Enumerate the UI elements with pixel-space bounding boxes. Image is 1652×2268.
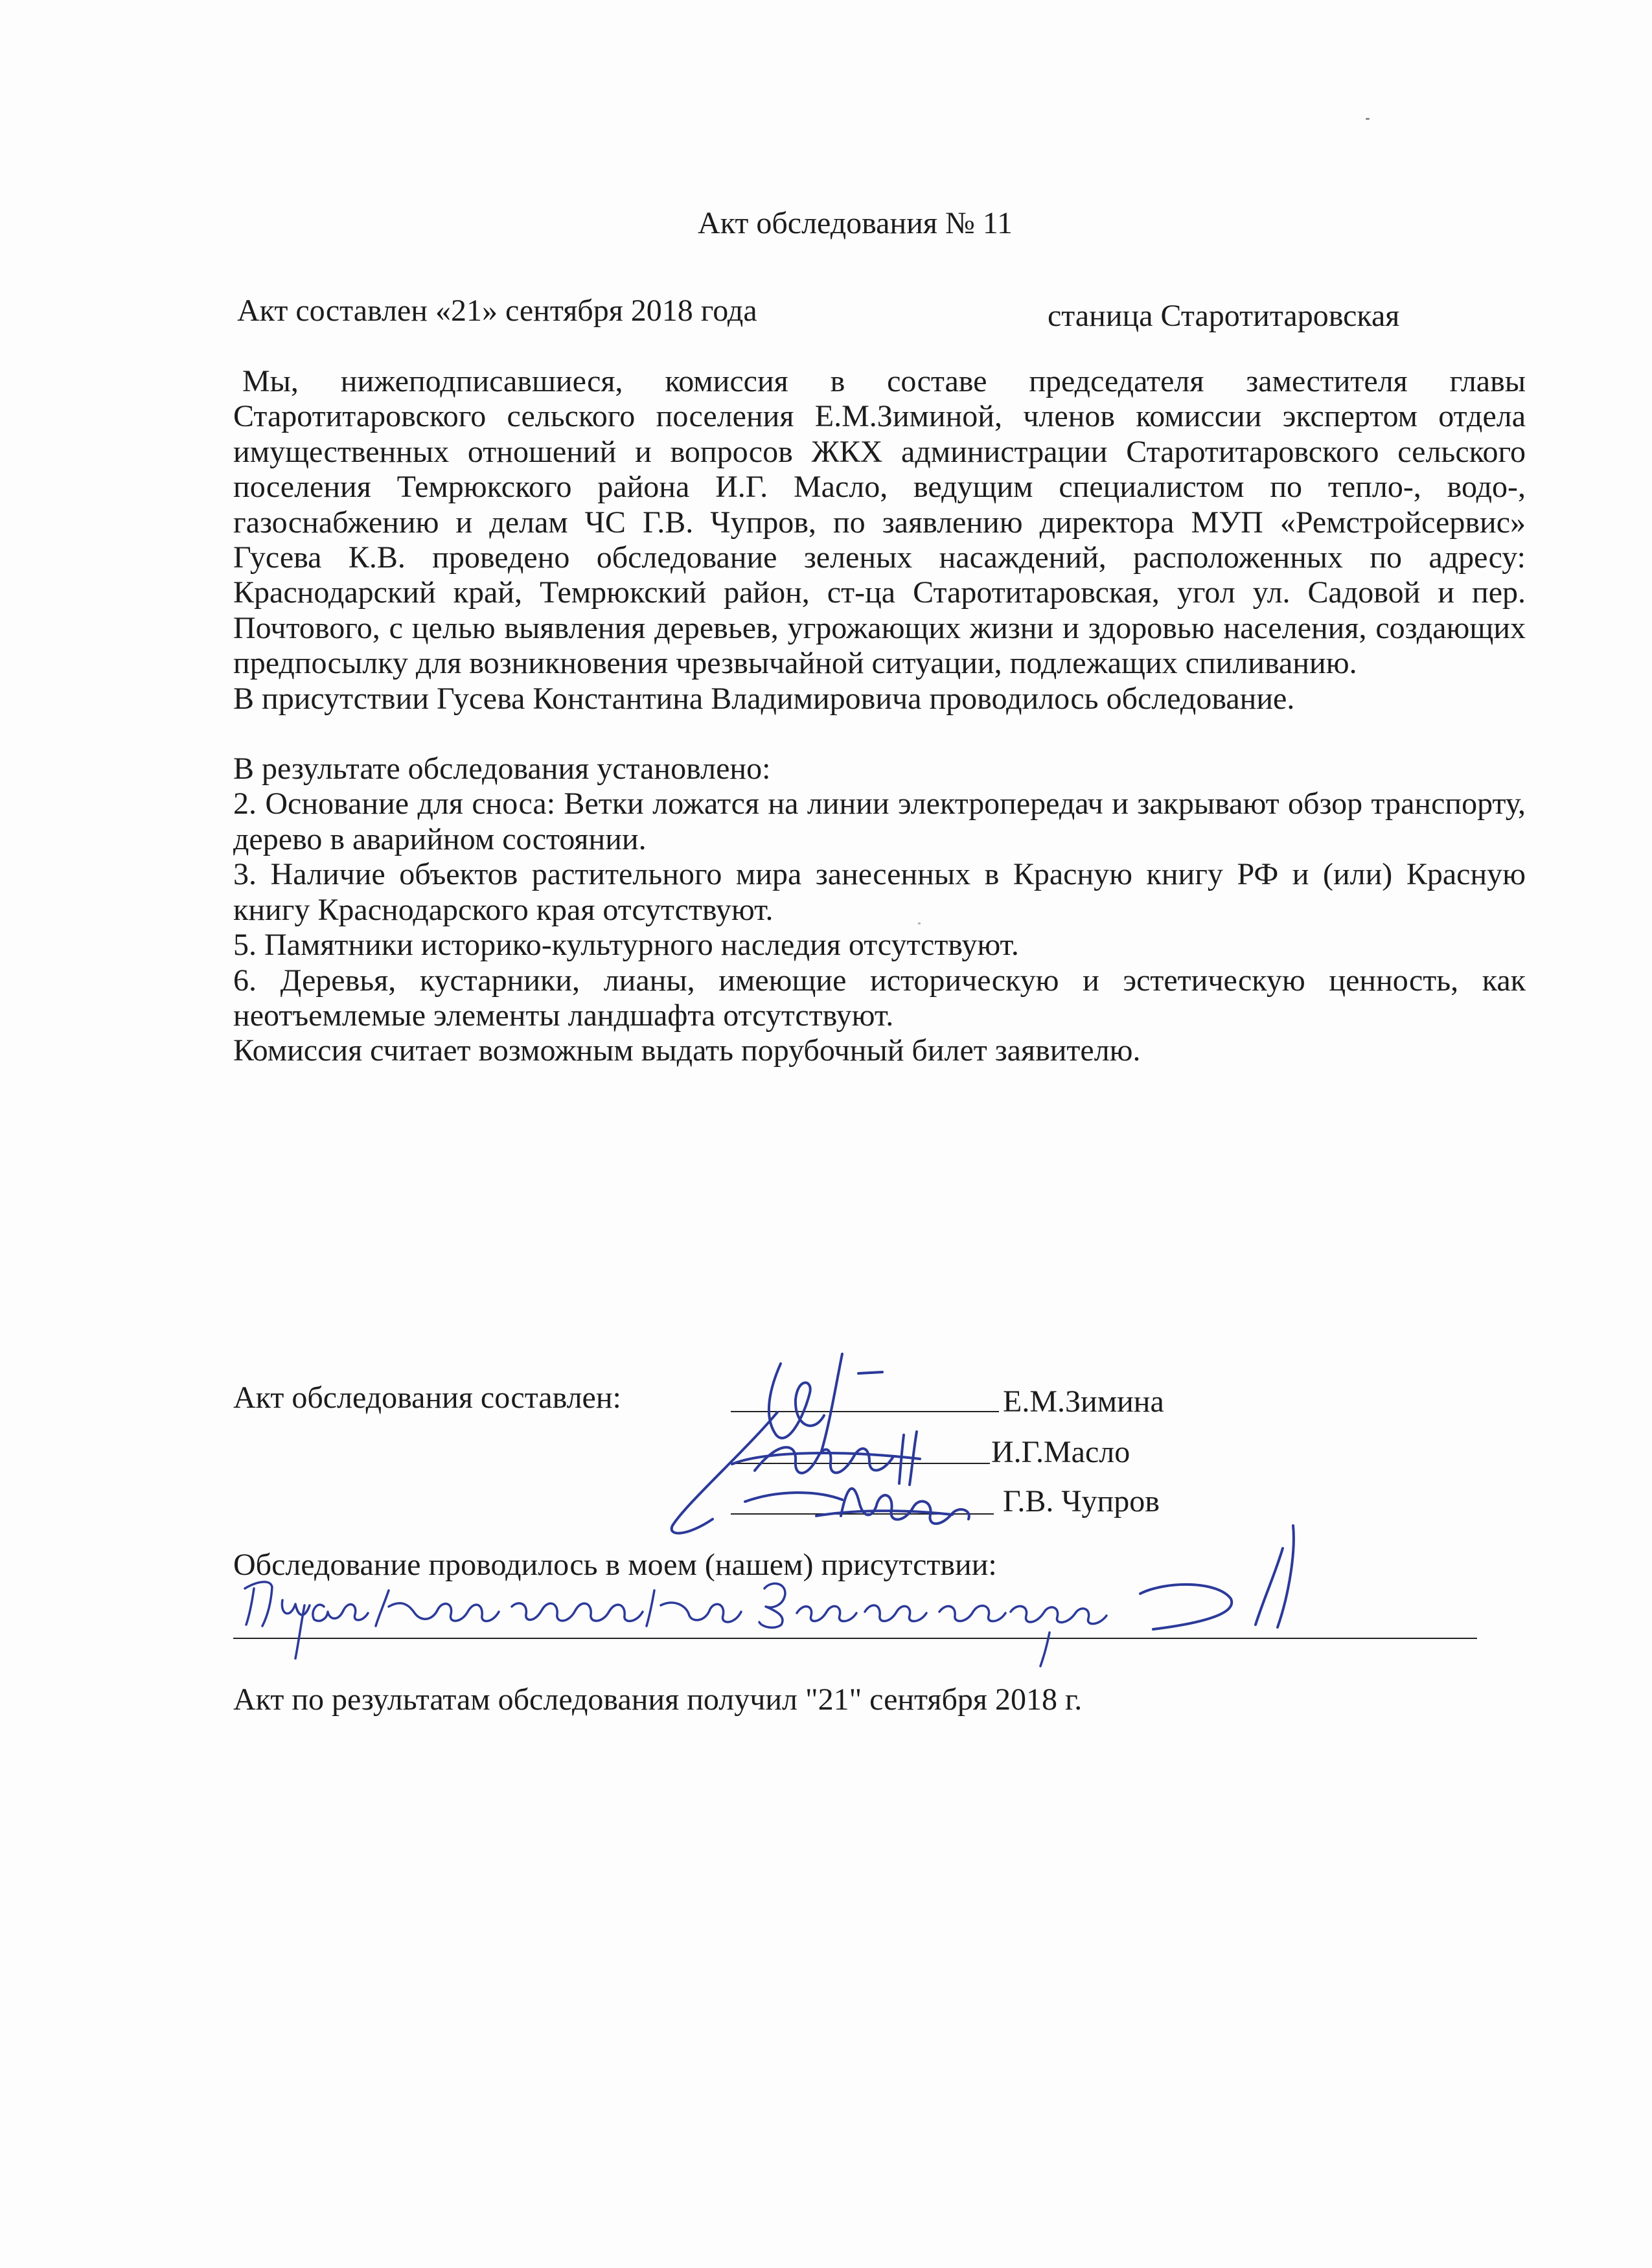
results-heading: В результате обследования установлено: <box>233 751 771 786</box>
conclusion: Комиссия считает возможным выдать порубочный билет заявителю. <box>233 1033 1141 1068</box>
result-item-6: 6. Деревья, кустарники, лианы, имеющие историческую и эстетическую ценность, как неотъемлемые элементы ландшафта отсутствуют. <box>233 963 1526 1033</box>
signature-line <box>731 1463 990 1464</box>
signature-zimina <box>672 1354 882 1533</box>
presence-label: Обследование проводилось в моем (нашем) присутствии: <box>233 1548 997 1582</box>
document-date: Акт составлен «21» сентября 2018 года <box>237 293 757 328</box>
signature-line <box>731 1411 999 1412</box>
scan-artifact <box>1366 118 1370 120</box>
handwritten-name-strokes <box>245 1582 1107 1666</box>
paragraph-gap <box>233 716 1526 751</box>
signer-name-zimina: Е.М.Зимина <box>1003 1384 1164 1419</box>
document-body <box>233 364 1526 1069</box>
intro-paragraph: Мы, нижеподписавшиеся, комиссия в составе председателя заместителя главы Старотитаровского сельского поселения Е.М.Зиминой, членов комиссии экспертом отдела имущественных отношений и вопросов ЖКХ администрации Старотитаровского сельского поселения Темрюкского района И.Г. Масло, ведущим специалистом по тепло-, водо-, газоснабжению и делам ЧС Г.В. Чупров, по заявлению директора МУП «Ремстройсервис» Гусева К.В. проведено обследование зеленых насаждений, расположенных по адресу: Краснодарский край, Темрюкский район, ст-ца Старотитаровская, угол ул. Садовой и пер. Почтового, с целью выявления деревьев, угрожающих жизни и здоровью населения, создающих предпосылку для возникновения чрезвычайной ситуации, подлежащих спиливанию. <box>233 364 1526 681</box>
signature-line <box>731 1513 994 1515</box>
signature-maslo <box>732 1432 920 1485</box>
result-item-2: 2. Основание для сноса: Ветки ложатся на линии электропередач и закрывают обзор транспорту, дерево в аварийном состоянии. <box>233 786 1526 856</box>
result-item-3: 3. Наличие объектов растительного мира занесенных в Красную книгу РФ и (или) Красную книгу Краснодарского края отсутствуют. <box>233 857 1526 927</box>
signature-gusev <box>1140 1526 1294 1629</box>
presence-signature-line <box>233 1638 1477 1639</box>
document-title: Акт обследования № 11 <box>698 206 1013 240</box>
document-place: станица Старотитаровская <box>1048 299 1400 333</box>
result-item-5: 5. Памятники историко-культурного наследия отсутствуют. <box>233 928 1019 963</box>
signer-name-chuprov: Г.В. Чупров <box>1003 1484 1160 1518</box>
received-statement: Акт по результатам обследования получил "21" сентября 2018 г. <box>233 1682 1083 1717</box>
signer-name-maslo: И.Г.Масло <box>991 1435 1130 1469</box>
signature-chuprov <box>745 1489 969 1524</box>
signatures-label: Акт обследования составлен: <box>233 1380 621 1415</box>
presence-statement: В присутствии Гусева Константина Владимировича проводилось обследование. <box>233 681 1295 716</box>
